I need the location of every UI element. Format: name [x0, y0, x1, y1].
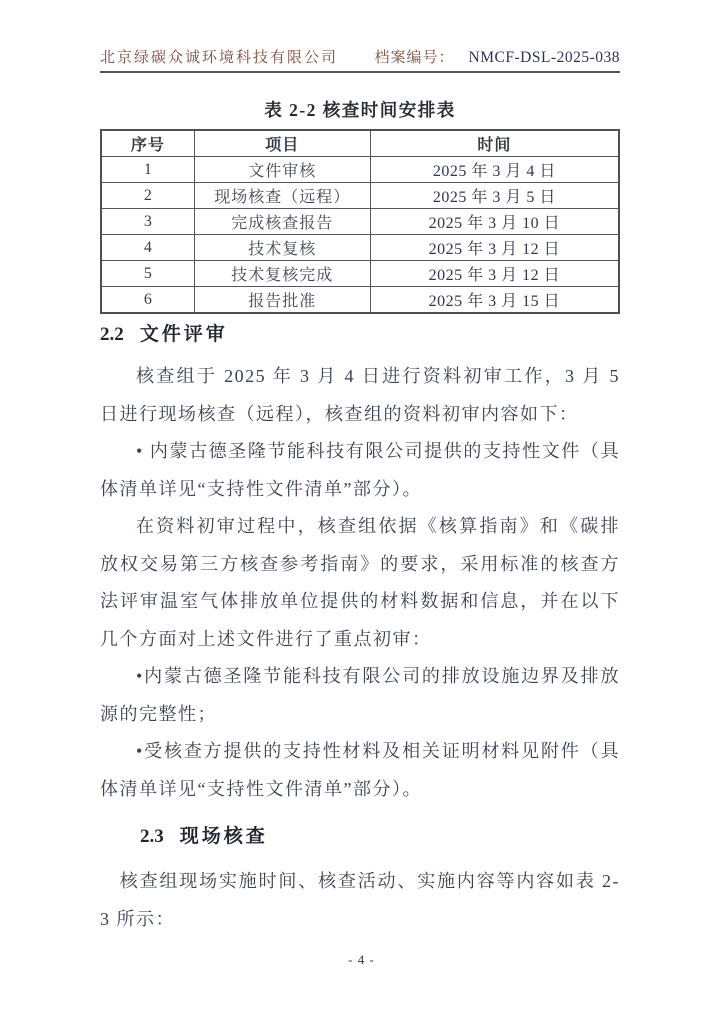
file-number — [375, 46, 620, 67]
file-number-value: NMCF-DSL-2025-038 — [468, 49, 620, 66]
table-cell: 文件审核 — [194, 157, 370, 183]
body-paragraph: • 内蒙古德圣隆节能科技有限公司提供的支持性文件（具体清单详见“支持性文件清单”部分）。 — [100, 441, 620, 499]
table-cell: 2025 年 3 月 5 日 — [370, 183, 619, 209]
page-footer — [0, 952, 723, 968]
table-row — [101, 287, 619, 314]
company-name: 北京绿碳众诚环境科技有限公司 — [100, 50, 339, 66]
table-row — [101, 183, 619, 209]
table-row — [101, 209, 619, 235]
table-cell: 2025 年 3 月 12 日 — [370, 235, 619, 261]
table-cell: 5 — [101, 261, 194, 287]
body-paragraph: 核查组现场实施时间、核查活动、实施内容等内容如表 2-3 所示： — [100, 871, 620, 929]
section-heading — [100, 824, 620, 850]
body-paragraph: 在资料初审过程中，核查组依据《核算指南》和《碳排放权交易第三方核查参考指南》的要求，采用标准的核查方法评审温室气体排放单位提供的材料数据和信息，并在以下几个方面对上述文件进行了重点初审： — [100, 516, 620, 649]
table-cell: 报告批准 — [194, 287, 370, 314]
body-paragraph: •受核查方提供的支持性材料及相关证明材料见附件（具体清单详见“支持性文件清单”部分）。 — [100, 741, 620, 799]
table-header-row — [101, 130, 619, 157]
page-header — [100, 46, 620, 73]
table-column-header: 序号 — [101, 130, 194, 157]
table-cell: 4 — [101, 235, 194, 261]
section-title: 现场核查 — [179, 826, 268, 847]
table-row — [101, 157, 619, 183]
table-2-2-title: 表 2-2 核查时间安排表 — [264, 100, 456, 120]
table-cell: 3 — [101, 209, 194, 235]
page-number: - 4 - — [348, 952, 375, 967]
section-number: 2.3 — [140, 826, 164, 847]
body-paragraph: •内蒙古德圣隆节能科技有限公司的排放设施边界及排放源的完整性； — [100, 666, 620, 724]
section-heading — [100, 322, 620, 348]
table-row — [101, 235, 619, 261]
verification-schedule-table — [100, 129, 620, 314]
table-cell: 2025 年 3 月 4 日 — [370, 157, 619, 183]
table-cell: 1 — [101, 157, 194, 183]
table-cell: 完成核查报告 — [194, 209, 370, 235]
table-cell: 2025 年 3 月 12 日 — [370, 261, 619, 287]
table-cell: 2025 年 3 月 15 日 — [370, 287, 619, 314]
body-paragraph: 核查组于 2025 年 3 月 4 日进行资料初审工作，3 月 5 日进行现场核查（远程），核查组的资料初审内容如下： — [100, 366, 620, 424]
table-cell: 现场核查（远程） — [194, 183, 370, 209]
table-cell: 技术复核完成 — [194, 261, 370, 287]
document-body — [100, 322, 620, 938]
table-row — [101, 261, 619, 287]
table-column-header: 时间 — [370, 130, 619, 157]
table-cell: 技术复核 — [194, 235, 370, 261]
table-cell: 2025 年 3 月 10 日 — [370, 209, 619, 235]
section-title: 文件评审 — [139, 324, 228, 345]
table-cell: 2 — [101, 183, 194, 209]
table-body — [101, 157, 619, 314]
table-cell: 6 — [101, 287, 194, 314]
table-column-header: 项目 — [194, 130, 370, 157]
file-number-label: 档案编号： — [374, 50, 455, 66]
section-number: 2.2 — [100, 324, 124, 345]
